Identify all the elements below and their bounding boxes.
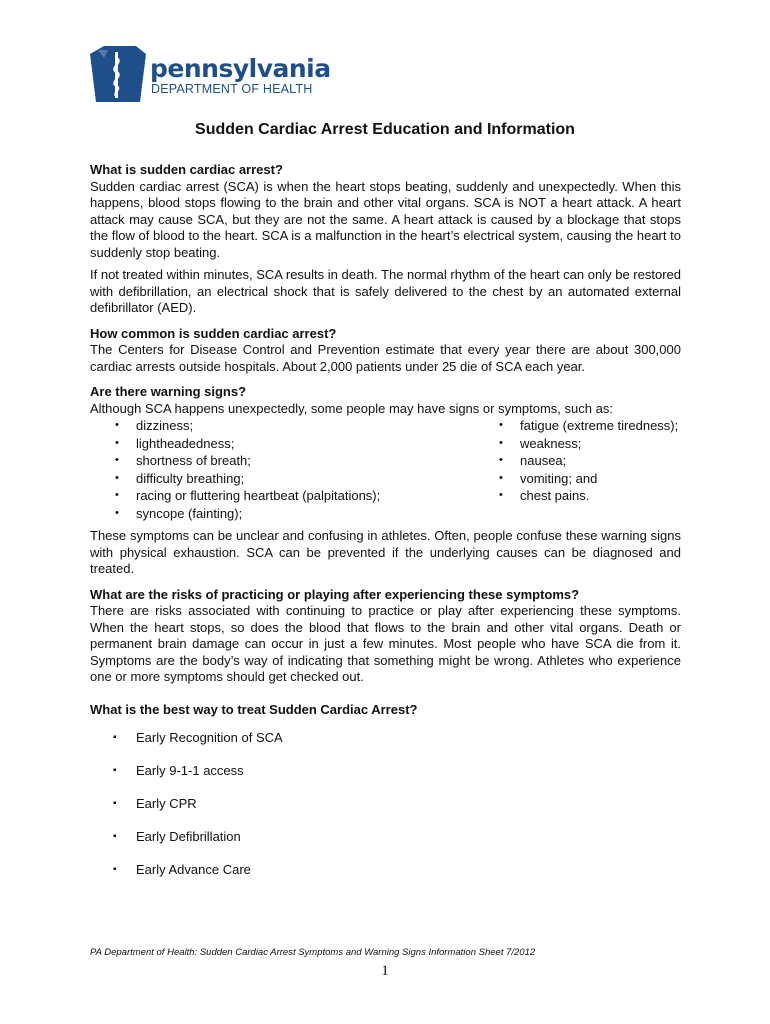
paragraph-how-common: The Centers for Disease Control and Prevention estimate that every year there are about 300,000 cardiac arrests outside hospitals. About 2,000 patients under 25 die of SCA each year. — [90, 342, 681, 374]
page-number: 1 — [381, 963, 389, 979]
paragraph-warning-intro: Although SCA happens unexpectedly, some people may have signs or symptoms, such as: — [90, 400, 613, 416]
heading-risks: What are the risks of practicing or playing after experiencing these symptoms? — [90, 586, 580, 602]
list-item: ▪ Early 9-1-1 access — [136, 763, 681, 796]
list-item: • chest pains. — [520, 487, 678, 505]
pa-health-logo — [90, 44, 330, 124]
list-item: ▪ Early Defibrillation — [136, 829, 681, 862]
heading-what-is: What is sudden cardiac arrest? — [90, 162, 283, 177]
list-item: • vomiting; and — [520, 470, 678, 488]
symptom-column-2 — [520, 417, 678, 522]
footer-note: PA Department of Health: Sudden Cardiac Arrest Symptoms and Warning Signs Information Sheet 7/2012 — [90, 947, 536, 958]
list-item: ▪ Early CPR — [136, 796, 681, 829]
paragraph-warning-after: These symptoms can be unclear and confusing in athletes. Often, people confuse these warning signs with physical exhaustion. SCA can be prevented if the underlying causes can be diagnosed and treated. — [90, 528, 681, 576]
heading-warning-signs: Are there warning signs? — [90, 384, 247, 399]
symptom-list — [90, 417, 681, 522]
document-body — [90, 162, 681, 895]
paragraph-what-is-1: Sudden cardiac arrest (SCA) is when the heart stops beating, suddenly and unexpectedly. When this happens, blood stops flowing to the brain and other vital organs. SCA is NOT a heart attack. A heart attack may cause SCA, but they are not the same. A heart attack is caused by a blockage that stops the flow of blood to the heart. SCA is a malfunction in the heart’s electrical system, causing the heart to suddenly stop beating. — [90, 178, 681, 260]
list-item: • fatigue (extreme tiredness); — [520, 417, 678, 435]
list-item: • shortness of breath; — [136, 452, 520, 470]
paragraph-risks: There are risks associated with continuing to practice or play after experiencing these symptoms. When the heart stops, so does the blood that flows to the brain and other vital organs. Death or permanent brain damage can occur in just a few minutes. Most people who have SCA die from it. Symptoms are the body’s way of indicating that something might be wrong. Athletes who experience one or more symptoms should get checked out. — [90, 603, 681, 684]
list-item: • racing or fluttering heartbeat (palpitations); — [136, 487, 520, 505]
symptom-column-1 — [90, 417, 520, 522]
list-item: ▪ Early Advance Care — [136, 862, 681, 895]
heading-how-common: How common is sudden cardiac arrest? — [90, 325, 337, 341]
logo-wordmark: pennsylvania — [150, 54, 331, 83]
list-item: • dizziness; — [136, 417, 520, 435]
list-item: • difficulty breathing; — [136, 470, 520, 488]
list-item: • lightheadedness; — [136, 435, 520, 453]
list-item: • nausea; — [520, 452, 678, 470]
list-item: • syncope (fainting); — [136, 505, 520, 523]
list-item: ▪ Early Recognition of SCA — [136, 730, 681, 763]
paragraph-what-is-2: If not treated within minutes, SCA results in death. The normal rhythm of the heart can only be restored with defibrillation, an electrical shock that is safely delivered to the chest by an automated external defibrillator (AED). — [90, 267, 681, 315]
list-item: • weakness; — [520, 435, 678, 453]
page-title: Sudden Cardiac Arrest Education and Information — [195, 121, 575, 138]
treatment-list — [90, 730, 681, 895]
heading-treat: What is the best way to treat Sudden Cardiac Arrest? — [90, 701, 418, 717]
logo-department: DEPARTMENT OF HEALTH — [151, 82, 313, 96]
keystone-icon — [90, 44, 150, 102]
